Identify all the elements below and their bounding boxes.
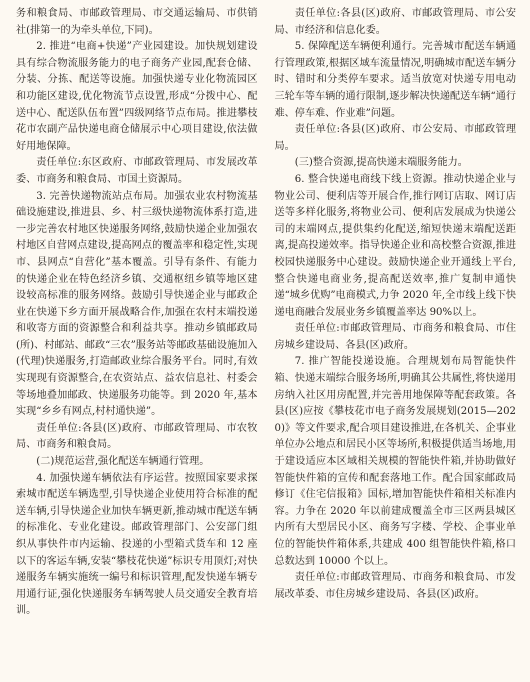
responsibility-paragraph: 责任单位:市邮政管理局、市商务和粮食局、市住房城乡建设局、各县(区)政府。 <box>274 323 516 351</box>
paragraph-item-5: 5. 保障配送车辆便利通行。完善城市配送车辆通行管理政策,根据区域车流量情况,明确城市配送车辆分时、错时和分类停车要求。适当放宽对快递专用电动三轮车等车辆的通行限制,逐步解决快递配送车辆“通行难、停车难、作业难”问题。 <box>274 41 516 119</box>
section-heading: (三)整合资源,提高快递末端服务能力。 <box>294 157 468 169</box>
paragraph-item-2: 2. 推进“电商+快递”产业园建设。加快规划建设具有综合物流服务能力的电子商务产业园,配套仓储、分装、分拣、配送等设施。加强快递专业化物流园区和功能区建设,优化物流节点设置,形成“分拨中心、配送中心、配送队伍布置”四级网络节点布局。推进攀枝花市农副产品快递电商仓储展示中心项目建设,依法做好用地保障。 <box>16 41 258 152</box>
responsibility-paragraph: 责任单位:各县(区)政府、市邮政管理局、市农牧局、市商务和粮食局。 <box>16 422 258 451</box>
responsibility-paragraph: 责任单位:各县(区)政府、市公安局、市邮政管理局。 <box>274 124 516 152</box>
section-heading: (二)规范运营,强化配送车辆通行管理。 <box>36 456 210 468</box>
responsibility-paragraph: 责任单位:东区政府、市邮政管理局、市发展改革委、市商务和粮食局、市国土资源局。 <box>16 157 258 185</box>
left-column <box>16 6 258 682</box>
paragraph-item-4: 4. 加强快递车辆依法有序运营。按照国家要求探索城市配送车辆选型,引导快递企业使用符合标准的配送车辆,引导快递企业加快车辆更新,推动城市配送车辆的标准化、专业化建设。邮政管理部门、公安部门组织从事快件市内运输、投递的小型箱式货车和 12 座以下的客运车辆,安装“攀枝花快递”标识专用顶灯;对快递服务车辆实施统一编号和标识管理,配发快递车辆专用通行证,强化快递服务车辆驾驶人员交通安全教育培训。 <box>16 472 258 617</box>
right-column <box>275 6 517 682</box>
paragraph-item-7: 7. 推广智能投递设施。合理规划布局智能快件箱、快递末端综合服务场所,明确其公共属性,将快递用房纳入社区用房配置,并完善用地保障等配套政策。各县(区)应按《攀枝花市电子商务发展规划(2015—2020)》等文件要求,配合项目建设推进,在各机关、企事业单位办公地点和居民小区等场所,积极提供适当场地,用于建设适应本区域相关规模的智能快件箱,并协助做好智能快件箱的宣传和配套落地工作。配合国家邮政局修订《住宅信报箱》国标,增加智能快件箱相关标准内容。力争在 2020 年以前建成覆盖全市三区两县城区内所有大型居民小区、商务写字楼、学校、企事业单位的智能快件箱体系,共建成 400 组智能快件箱,格口总数达到 10000 个以上。 <box>274 356 516 567</box>
paragraph-continuation: 务和粮食局、市邮政管理局、市交通运输局、市供销社(排第一的为牵头单位,下同)。 <box>16 8 258 36</box>
paragraph-item-6: 6. 整合快递电商线下线上资源。推动快递企业与物业公司、便利店等开展合作,推行网订店取、网订店送等多样化服务,将物业公司、便利店发展成为快递公司的末端网点,提供集约化配送,缩短快递末端配送距离,提高投递效率。指导快递企业和高校整合资源,推进校园快递服务中心建设。鼓励快递企业开通线上平台,整合快递电商业务,提高配送效率,推广复制申通快递“城乡优购”电商模式,力争 2020 年,全市线上线下快递电商融合发展业务乡镇覆盖率达 90%以上。 <box>274 173 516 318</box>
responsibility-paragraph: 责任单位:各县(区)政府、市邮政管理局、市公安局、市经济和信息化委。 <box>274 8 516 36</box>
paragraph-item-3: 3. 完善快递物流站点布局。加强农业农村物流基础设施建设,推进县、乡、村三级快递物流体系打造,进一步完善农村地区快递服务网络,鼓励快递企业加强农村地区自营网点建设,提高网点的覆盖率和稳定性,实现市、县网点“自营化”基本覆盖。引导有条件、有能力的快递企业在特色经济乡镇、交通枢纽乡镇等地区建设较高标准的服务网络。鼓励引导快递企业与邮政企业在快递下乡方面开展战略合作,加强在农村末端投递和收寄方面的资源整合和利益共享。推动乡镇邮政局(所)、村邮站、邮政“三农”服务站等邮政基础设施加入(代理)快递服务,打造邮政业综合服务平台。同时,有效实现现有资源整合,在农资站点、益农信息社、村委会等场地叠加邮政、快递服务功能等。到 2020 年,基本实现“乡乡有网点,村村通快递”。 <box>16 190 258 418</box>
responsibility-paragraph: 责任单位:市邮政管理局、市商务和粮食局、市发展改革委、市住房城乡建设局、各县(区)政府。 <box>274 572 516 600</box>
